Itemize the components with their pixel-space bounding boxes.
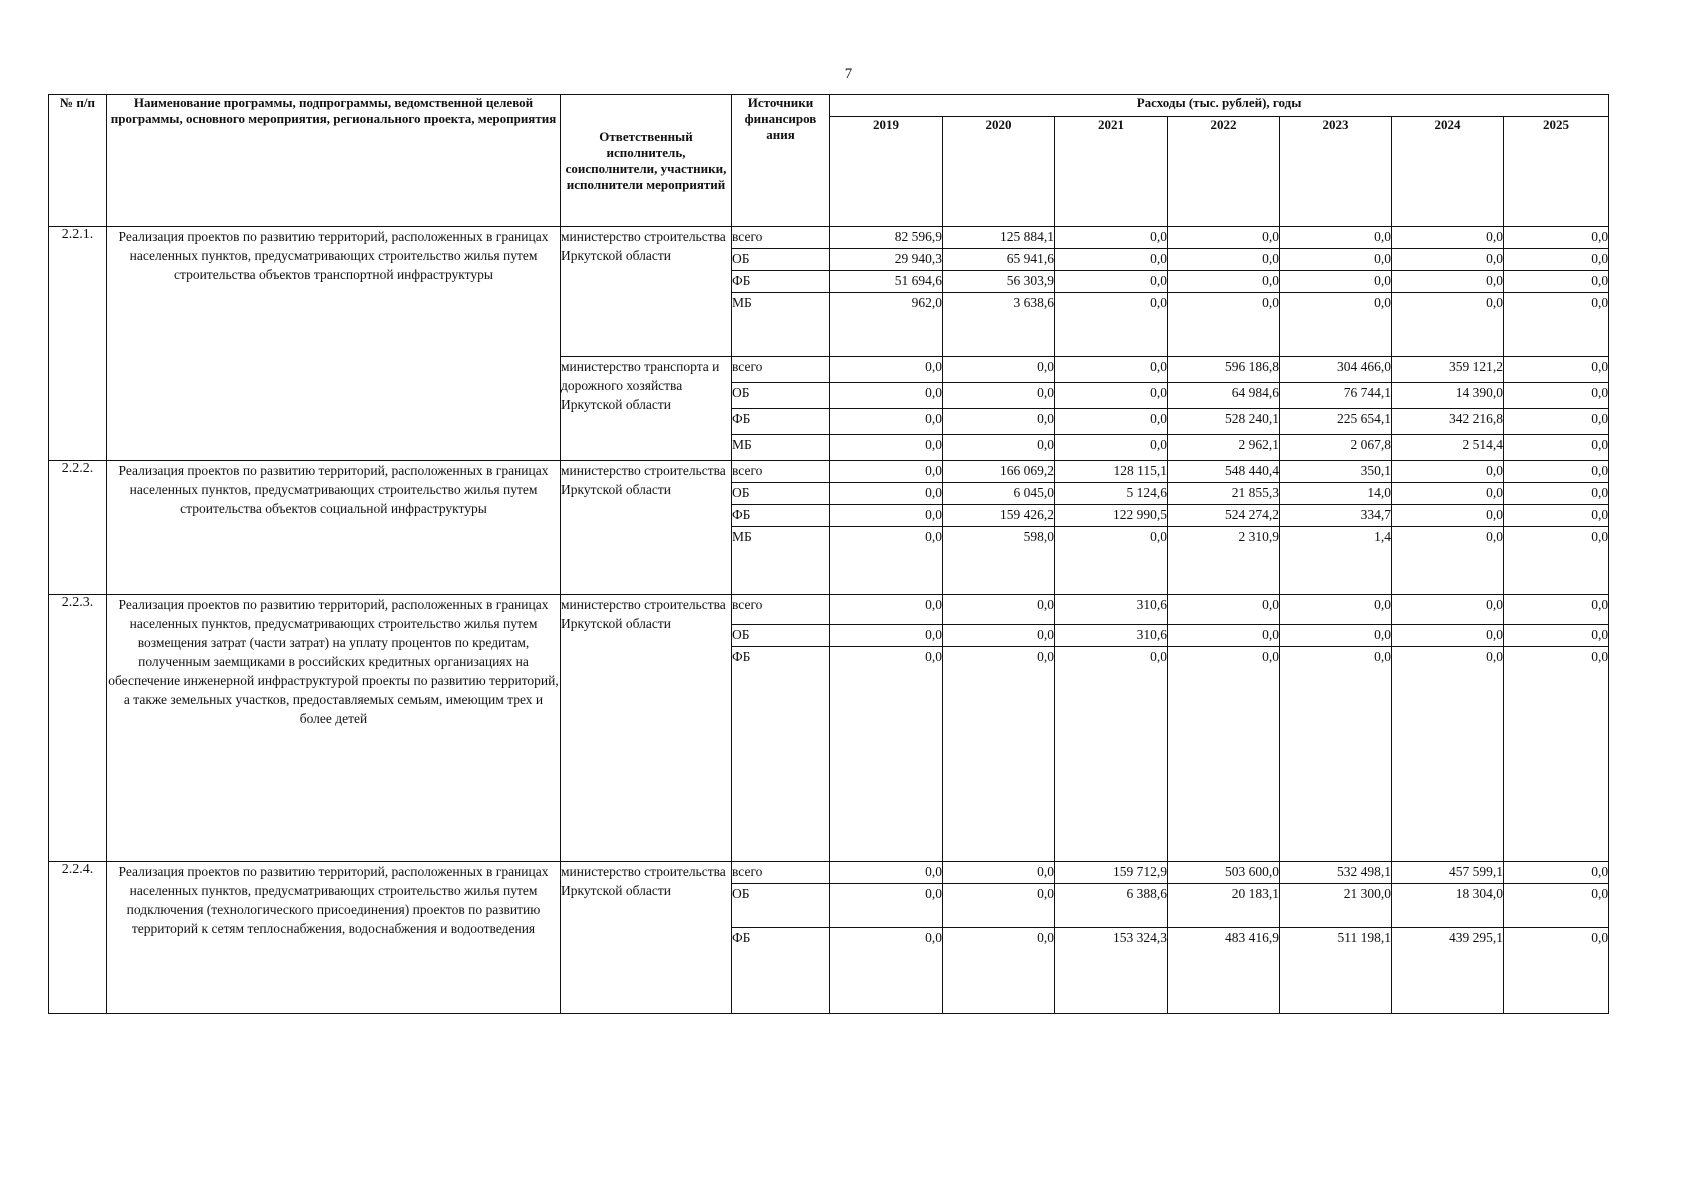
row-value: 0,0 <box>1055 435 1168 461</box>
row-value: 0,0 <box>1504 409 1609 435</box>
row-value: 334,7 <box>1280 505 1392 527</box>
table-row <box>49 595 1609 625</box>
row-value: 0,0 <box>1504 271 1609 293</box>
row-value: 0,0 <box>1280 227 1392 249</box>
row-number: 2.2.2. <box>49 461 107 595</box>
row-value: 457 599,1 <box>1392 862 1504 884</box>
row-value: 548 440,4 <box>1168 461 1280 483</box>
row-value: 0,0 <box>1168 271 1280 293</box>
row-value: 0,0 <box>1280 249 1392 271</box>
row-value: 0,0 <box>830 527 943 595</box>
row-value: 2 310,9 <box>1168 527 1280 595</box>
row-value: 0,0 <box>1168 625 1280 647</box>
row-value: 0,0 <box>1504 647 1609 862</box>
page-number: 7 <box>844 66 853 82</box>
row-value: 225 654,1 <box>1280 409 1392 435</box>
row-value: 310,6 <box>1055 595 1168 625</box>
row-value: 0,0 <box>1055 357 1168 383</box>
budget-table <box>48 94 1609 1014</box>
row-value: 310,6 <box>1055 625 1168 647</box>
row-value: 0,0 <box>1392 527 1504 595</box>
header-executor: Ответственный исполнитель, соисполнители, участники, исполнители мероприятий <box>561 95 732 227</box>
row-value: 0,0 <box>1055 409 1168 435</box>
header-year: 2022 <box>1168 117 1280 227</box>
row-executor: министерство транспорта и дорожного хозяйства Иркутской области <box>561 357 732 461</box>
row-value: 0,0 <box>1504 928 1609 1014</box>
row-source: ОБ <box>732 383 830 409</box>
row-value: 524 274,2 <box>1168 505 1280 527</box>
row-value: 439 295,1 <box>1392 928 1504 1014</box>
row-value: 0,0 <box>1504 435 1609 461</box>
row-value: 0,0 <box>1055 647 1168 862</box>
row-value: 511 198,1 <box>1280 928 1392 1014</box>
row-value: 0,0 <box>1392 595 1504 625</box>
row-value: 962,0 <box>830 293 943 357</box>
row-value: 0,0 <box>830 383 943 409</box>
row-name: Реализация проектов по развитию территорий, расположенных в границах населенных пунктов, предусматривающих строительство жилья путем строительства объектов транспортной инфраструктуры <box>107 227 561 461</box>
row-value: 0,0 <box>1280 595 1392 625</box>
row-value: 0,0 <box>1504 527 1609 595</box>
row-source: ОБ <box>732 625 830 647</box>
row-value: 0,0 <box>830 928 943 1014</box>
row-name: Реализация проектов по развитию территорий, расположенных в границах населенных пунктов, предусматривающих строительство жилья путем подключения (технологического присоединения) проектов по развитию территорий к сетям теплоснабжения, водоснабжения и водоотведения <box>107 862 561 1014</box>
row-value: 532 498,1 <box>1280 862 1392 884</box>
row-value: 6 045,0 <box>943 483 1055 505</box>
row-value: 0,0 <box>943 357 1055 383</box>
table-row <box>49 862 1609 884</box>
row-source: МБ <box>732 435 830 461</box>
row-value: 0,0 <box>1504 625 1609 647</box>
row-value: 29 940,3 <box>830 249 943 271</box>
row-number: 2.2.3. <box>49 595 107 862</box>
header-year: 2021 <box>1055 117 1168 227</box>
row-source: МБ <box>732 293 830 357</box>
row-value: 51 694,6 <box>830 271 943 293</box>
row-value: 596 186,8 <box>1168 357 1280 383</box>
row-value: 159 426,2 <box>943 505 1055 527</box>
row-value: 0,0 <box>1055 527 1168 595</box>
row-value: 0,0 <box>1392 625 1504 647</box>
row-value: 21 300,0 <box>1280 884 1392 928</box>
header-year: 2025 <box>1504 117 1609 227</box>
row-value: 0,0 <box>830 483 943 505</box>
row-value: 342 216,8 <box>1392 409 1504 435</box>
row-value: 2 962,1 <box>1168 435 1280 461</box>
row-value: 0,0 <box>943 435 1055 461</box>
row-source: ФБ <box>732 409 830 435</box>
row-value: 0,0 <box>1504 249 1609 271</box>
row-value: 0,0 <box>1055 293 1168 357</box>
row-value: 76 744,1 <box>1280 383 1392 409</box>
row-value: 122 990,5 <box>1055 505 1168 527</box>
header-year: 2020 <box>943 117 1055 227</box>
row-value: 56 303,9 <box>943 271 1055 293</box>
row-value: 0,0 <box>1055 383 1168 409</box>
row-value: 14,0 <box>1280 483 1392 505</box>
row-value: 0,0 <box>1504 862 1609 884</box>
row-value: 0,0 <box>1168 227 1280 249</box>
row-name: Реализация проектов по развитию территорий, расположенных в границах населенных пунктов, предусматривающих строительство жилья путем строительства объектов социальной инфраструктуры <box>107 461 561 595</box>
row-source: всего <box>732 595 830 625</box>
row-value: 125 884,1 <box>943 227 1055 249</box>
row-value: 0,0 <box>1392 293 1504 357</box>
row-value: 0,0 <box>1055 249 1168 271</box>
row-value: 0,0 <box>830 435 943 461</box>
row-value: 0,0 <box>1504 595 1609 625</box>
row-value: 0,0 <box>830 505 943 527</box>
header-year: 2024 <box>1392 117 1504 227</box>
row-value: 0,0 <box>830 461 943 483</box>
table-row <box>49 461 1609 483</box>
row-source: всего <box>732 357 830 383</box>
row-value: 0,0 <box>1504 884 1609 928</box>
row-value: 0,0 <box>1280 647 1392 862</box>
row-value: 0,0 <box>1055 271 1168 293</box>
row-value: 350,1 <box>1280 461 1392 483</box>
row-value: 0,0 <box>1392 271 1504 293</box>
row-value: 0,0 <box>1504 357 1609 383</box>
header-year: 2023 <box>1280 117 1392 227</box>
row-value: 0,0 <box>1504 483 1609 505</box>
row-value: 20 183,1 <box>1168 884 1280 928</box>
row-value: 0,0 <box>943 595 1055 625</box>
row-value: 0,0 <box>943 884 1055 928</box>
row-value: 528 240,1 <box>1168 409 1280 435</box>
row-value: 6 388,6 <box>1055 884 1168 928</box>
row-number: 2.2.1. <box>49 227 107 461</box>
row-value: 21 855,3 <box>1168 483 1280 505</box>
header-num: № п/п <box>49 95 107 227</box>
header-name: Наименование программы, подпрограммы, ведомственной целевой программы, основного мероприятия, регионального проекта, мероприятия <box>107 95 561 227</box>
header-source: Источники финансиров ания <box>732 95 830 227</box>
row-value: 2 067,8 <box>1280 435 1392 461</box>
header-year: 2019 <box>830 117 943 227</box>
row-value: 166 069,2 <box>943 461 1055 483</box>
row-value: 503 600,0 <box>1168 862 1280 884</box>
row-value: 0,0 <box>943 647 1055 862</box>
row-source: ФБ <box>732 647 830 862</box>
row-source: всего <box>732 227 830 249</box>
row-name: Реализация проектов по развитию территорий, расположенных в границах населенных пунктов, предусматривающих строительство жилья путем возмещения затрат (части затрат) на уплату процентов по кредитам, полученным заемщиками в российских кредитных организациях на обеспечение инженерной инфраструктурой проекты по развитию территорий, а также земельных участков, предоставляемых семьям, имеющим трех и более детей <box>107 595 561 862</box>
row-executor: министерство строительства Иркутской области <box>561 461 732 595</box>
row-value: 0,0 <box>1055 227 1168 249</box>
row-value: 14 390,0 <box>1392 383 1504 409</box>
row-value: 18 304,0 <box>1392 884 1504 928</box>
row-value: 0,0 <box>943 928 1055 1014</box>
header-expenses: Расходы (тыс. рублей), годы <box>830 95 1609 117</box>
row-source: ФБ <box>732 271 830 293</box>
row-source: ФБ <box>732 505 830 527</box>
row-value: 0,0 <box>1504 383 1609 409</box>
row-value: 5 124,6 <box>1055 483 1168 505</box>
row-value: 0,0 <box>1504 293 1609 357</box>
row-value: 0,0 <box>943 409 1055 435</box>
row-value: 0,0 <box>830 357 943 383</box>
row-value: 0,0 <box>1168 595 1280 625</box>
row-value: 3 638,6 <box>943 293 1055 357</box>
row-value: 64 984,6 <box>1168 383 1280 409</box>
row-executor: министерство строительства Иркутской области <box>561 862 732 1014</box>
row-value: 82 596,9 <box>830 227 943 249</box>
row-value: 0,0 <box>943 625 1055 647</box>
row-value: 0,0 <box>1392 483 1504 505</box>
row-value: 0,0 <box>1168 647 1280 862</box>
row-value: 1,4 <box>1280 527 1392 595</box>
row-value: 304 466,0 <box>1280 357 1392 383</box>
row-value: 0,0 <box>1392 505 1504 527</box>
row-number: 2.2.4. <box>49 862 107 1014</box>
row-value: 0,0 <box>830 595 943 625</box>
row-source: ОБ <box>732 483 830 505</box>
row-value: 0,0 <box>830 884 943 928</box>
row-source: ФБ <box>732 928 830 1014</box>
row-executor: министерство строительства Иркутской области <box>561 227 732 357</box>
row-value: 0,0 <box>1392 227 1504 249</box>
row-value: 0,0 <box>1168 249 1280 271</box>
row-value: 65 941,6 <box>943 249 1055 271</box>
row-value: 0,0 <box>830 647 943 862</box>
row-source: ОБ <box>732 884 830 928</box>
row-value: 0,0 <box>1504 227 1609 249</box>
row-value: 359 121,2 <box>1392 357 1504 383</box>
row-value: 483 416,9 <box>1168 928 1280 1014</box>
row-value: 0,0 <box>830 862 943 884</box>
row-value: 0,0 <box>830 409 943 435</box>
row-value: 0,0 <box>943 383 1055 409</box>
row-value: 159 712,9 <box>1055 862 1168 884</box>
row-source: всего <box>732 461 830 483</box>
row-value: 598,0 <box>943 527 1055 595</box>
row-value: 0,0 <box>830 625 943 647</box>
row-source: всего <box>732 862 830 884</box>
table-row <box>49 227 1609 249</box>
row-value: 0,0 <box>1392 461 1504 483</box>
row-executor: министерство строительства Иркутской области <box>561 595 732 862</box>
row-value: 0,0 <box>1168 293 1280 357</box>
row-value: 0,0 <box>1504 505 1609 527</box>
row-value: 0,0 <box>1504 461 1609 483</box>
row-source: ОБ <box>732 249 830 271</box>
row-value: 128 115,1 <box>1055 461 1168 483</box>
row-value: 2 514,4 <box>1392 435 1504 461</box>
row-source: МБ <box>732 527 830 595</box>
row-value: 0,0 <box>1280 625 1392 647</box>
row-value: 0,0 <box>1280 293 1392 357</box>
row-value: 0,0 <box>943 862 1055 884</box>
row-value: 0,0 <box>1280 271 1392 293</box>
row-value: 0,0 <box>1392 249 1504 271</box>
row-value: 0,0 <box>1392 647 1504 862</box>
row-value: 153 324,3 <box>1055 928 1168 1014</box>
